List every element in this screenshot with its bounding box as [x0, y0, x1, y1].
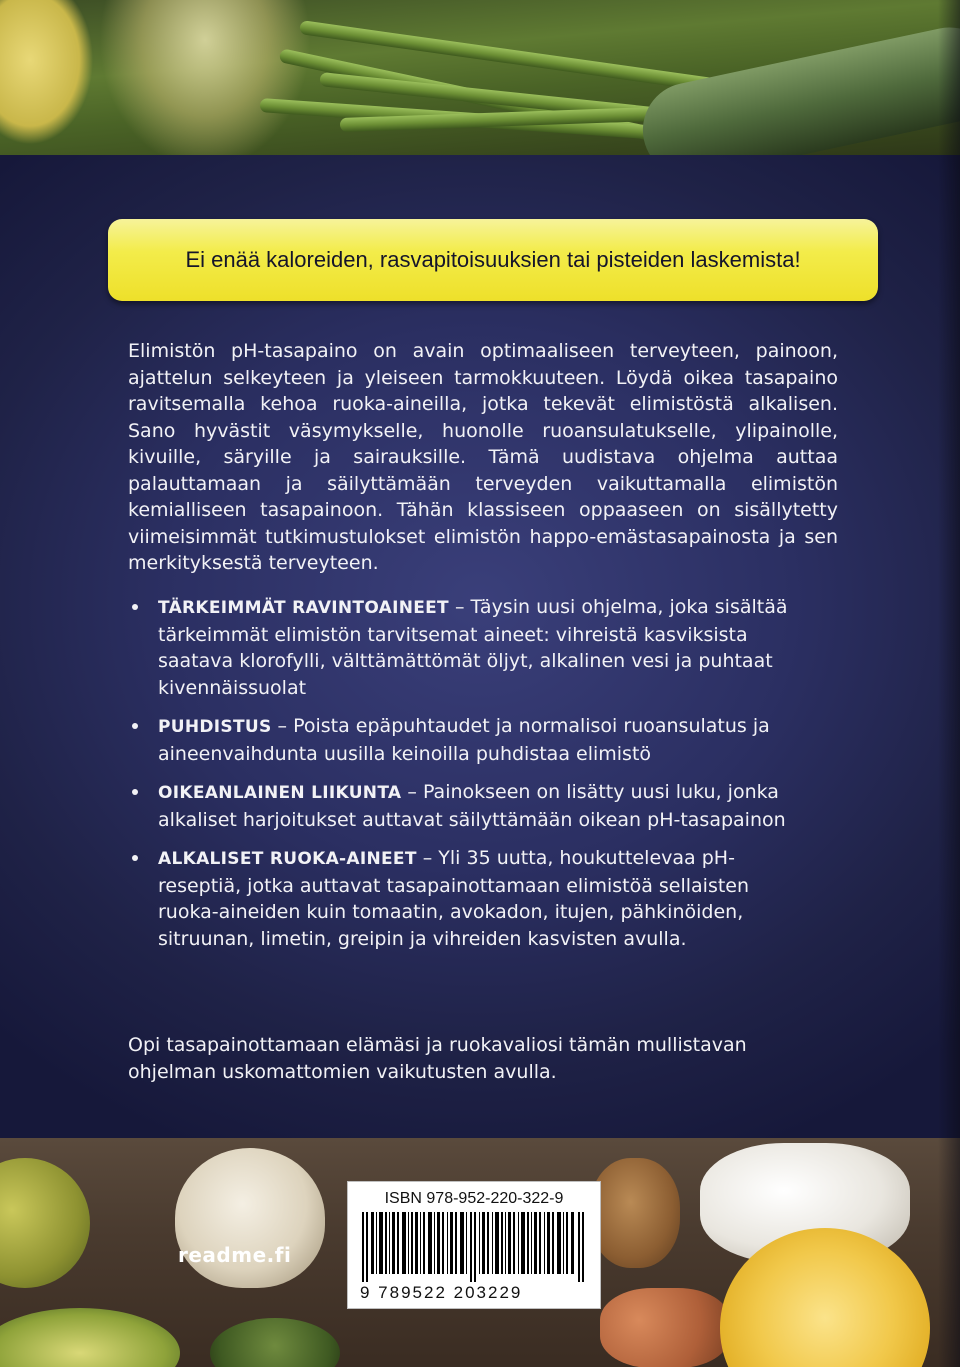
publisher-logo: readme.fi: [178, 1243, 292, 1267]
feature-list: [128, 594, 808, 964]
list-item-heading: TÄRKEIMMÄT RAVINTOAINEET: [158, 598, 449, 618]
avocado-image: [0, 1308, 180, 1367]
isbn-barcode-label: [347, 1181, 601, 1309]
list-item: [128, 713, 808, 767]
headline-banner: [108, 219, 878, 301]
isbn-number: ISBN 978-952-220-322-9: [384, 1190, 564, 1207]
nut-image: [590, 1158, 680, 1268]
bullet-dot-icon: [132, 723, 138, 729]
top-food-photo: [0, 0, 960, 160]
broccoli-image: [210, 1318, 340, 1367]
intro-paragraph: Elimistön pH-tasapaino on avain optimaaliseen terveyteen, painoon, ajattelun selkeyteen ja yleiseen tarmokkuuteen. Löydä oikea tasapaino ravitsemalla kehoa ruoka-aineilla, jotka tekevät elimistöstä alkalisen. Sano hyvästit väsymykselle, huonolle ruoansulatukselle, ylipainolle, kivuille, säryille ja sairauksille. Tämä uudistava ohjelma auttaa palauttamaan ja säilyttämään terveyden vaikuttamalla elimistön kemialliseen tasapainoon. Tähän klassiseen oppaaseen on sisällytetty viimeisimmät tutkimustulokset elimistön happo-emästasapainosta ja sen merkityksestä terveyteen.: [128, 340, 838, 574]
list-item-text: – Painokseen on lisätty uusi luku, jonka alkaliset harjoitukset auttavat säilyttämään oikean pH-tasapainon: [158, 781, 786, 831]
zucchini-image: [634, 19, 960, 160]
list-item: [128, 779, 808, 833]
garlic-image: [175, 1148, 325, 1288]
closing-paragraph: Opi tasapainottamaan elämäsi ja ruokavaliosi tämän mullistavan ohjelman uskomattomien vaikutusten avulla.: [128, 1034, 747, 1083]
list-item-text: – Poista epäpuhtaudet ja normalisoi ruoansulatus ja aineenvaihdunta uusilla keinoilla puhdistaa elimistö: [158, 715, 770, 765]
bullet-dot-icon: [132, 789, 138, 795]
bullet-dot-icon: [132, 604, 138, 610]
list-item-text: – Yli 35 uutta, houkuttelevaa pH-reseptiä, jotka auttavat tasapainottamaan elimistöä sellaisten ruoka-aineiden kuin tomaatin, avokadon, itujen, pähkinöiden, sitruunan, limetin, greipin ja vihreiden kasvisten avulla.: [158, 847, 750, 950]
barcode-icon: [362, 1212, 588, 1282]
list-item-heading: ALKALISET RUOKA-AINEET: [158, 849, 417, 869]
peanuts-image: [600, 1288, 730, 1367]
list-item-heading: PUHDISTUS: [158, 717, 272, 737]
list-item-heading: OIKEANLAINEN LIIKUNTA: [158, 783, 402, 803]
headline-text: Ei enää kaloreiden, rasvapitoisuuksien tai pisteiden laskemista!: [185, 247, 801, 272]
lime-image: [0, 1158, 90, 1288]
list-item-text: – Täysin uusi ohjelma, joka sisältää tärkeimmät elimistön tarvitsemat aineet: vihreistä kasviksista saatava klorofylli, välttämättömät öljyt, alkalinen vesi ja puhtaat kivennäissuolat: [158, 596, 788, 699]
barcode-digits: 9 789522 203229: [360, 1283, 523, 1302]
list-item: [128, 845, 808, 952]
list-item: [128, 594, 808, 701]
bullet-dot-icon: [132, 855, 138, 861]
